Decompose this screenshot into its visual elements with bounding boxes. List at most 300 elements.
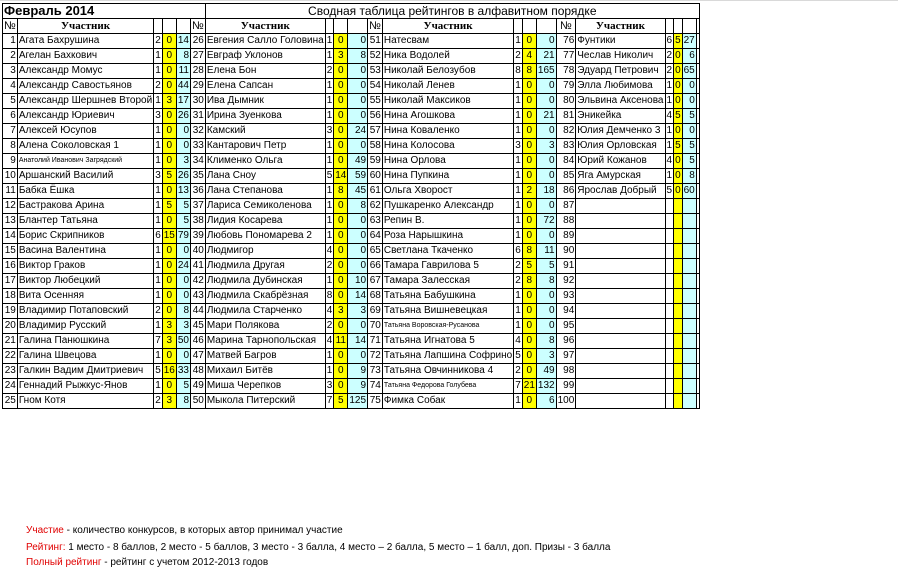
rating-2013[interactable]: 0 xyxy=(334,289,348,304)
full-rating[interactable]: 0 xyxy=(348,34,368,49)
rating-2013[interactable]: 0 xyxy=(522,304,536,319)
spare-cell[interactable] xyxy=(696,94,699,109)
rating-2013[interactable]: 0 xyxy=(522,34,536,49)
full-rating[interactable]: 0 xyxy=(348,214,368,229)
rating-2013[interactable] xyxy=(674,244,683,259)
participation-count[interactable]: 2 xyxy=(514,49,523,64)
full-rating[interactable]: 0 xyxy=(682,94,696,109)
rating-2013[interactable]: 0 xyxy=(334,229,348,244)
rating-2013[interactable]: 0 xyxy=(162,274,176,289)
participation-count[interactable] xyxy=(665,379,674,394)
participant-name[interactable]: Клименко Ольга xyxy=(205,154,325,169)
participation-count[interactable]: 4 xyxy=(325,334,334,349)
full-rating[interactable]: 59 xyxy=(348,169,368,184)
participant-name[interactable]: Яга Амурская xyxy=(576,169,665,184)
participant-name[interactable]: Эникейка xyxy=(576,109,665,124)
header-rating2013[interactable] xyxy=(162,19,176,34)
row-number[interactable]: 49 xyxy=(191,379,206,394)
participant-name[interactable]: Эдуард Петрович xyxy=(576,64,665,79)
full-rating[interactable]: 26 xyxy=(176,109,190,124)
participant-name[interactable]: Людмила Скабрёзная xyxy=(205,289,325,304)
rating-2013[interactable]: 5 xyxy=(334,394,348,409)
row-number[interactable]: 8 xyxy=(3,139,18,154)
participant-name[interactable]: Ива Дымник xyxy=(205,94,325,109)
row-number[interactable]: 71 xyxy=(368,334,383,349)
rating-2013[interactable]: 0 xyxy=(162,64,176,79)
participant-name[interactable] xyxy=(576,214,665,229)
rating-2013[interactable]: 0 xyxy=(522,109,536,124)
row-number[interactable]: 62 xyxy=(368,199,383,214)
row-number[interactable]: 10 xyxy=(3,169,18,184)
participant-name[interactable] xyxy=(576,394,665,409)
full-rating[interactable]: 0 xyxy=(682,124,696,139)
rating-2013[interactable]: 8 xyxy=(522,274,536,289)
participation-count[interactable]: 1 xyxy=(325,364,334,379)
participant-name[interactable]: Елена Бон xyxy=(205,64,325,79)
participation-count[interactable]: 1 xyxy=(514,79,523,94)
participant-name[interactable] xyxy=(576,259,665,274)
participation-count[interactable]: 1 xyxy=(514,199,523,214)
full-rating[interactable]: 132 xyxy=(536,379,556,394)
full-rating[interactable] xyxy=(682,364,696,379)
participation-count[interactable]: 1 xyxy=(325,184,334,199)
participation-count[interactable] xyxy=(665,259,674,274)
spare-cell[interactable] xyxy=(696,154,699,169)
row-number[interactable]: 26 xyxy=(191,34,206,49)
full-rating[interactable]: 21 xyxy=(536,49,556,64)
full-rating[interactable]: 13 xyxy=(176,184,190,199)
participant-name[interactable]: Людмила Старченко xyxy=(205,304,325,319)
rating-2013[interactable]: 0 xyxy=(162,244,176,259)
full-rating[interactable]: 11 xyxy=(176,64,190,79)
full-rating[interactable]: 0 xyxy=(348,64,368,79)
rating-2013[interactable]: 0 xyxy=(334,94,348,109)
row-number[interactable]: 22 xyxy=(3,349,18,364)
full-rating[interactable]: 0 xyxy=(536,199,556,214)
row-number[interactable]: 4 xyxy=(3,79,18,94)
rating-2013[interactable]: 0 xyxy=(522,154,536,169)
participation-count[interactable]: 1 xyxy=(514,154,523,169)
rating-2013[interactable]: 0 xyxy=(674,94,683,109)
participant-name[interactable]: Васина Валентина xyxy=(17,244,153,259)
header-participant[interactable]: Участник xyxy=(576,19,665,34)
full-rating[interactable]: 72 xyxy=(536,214,556,229)
row-number[interactable]: 13 xyxy=(3,214,18,229)
participation-count[interactable]: 1 xyxy=(514,304,523,319)
row-number[interactable]: 35 xyxy=(191,169,206,184)
rating-2013[interactable]: 3 xyxy=(162,334,176,349)
rating-2013[interactable] xyxy=(674,229,683,244)
participant-name[interactable]: Татьяна Лапшина Софрино xyxy=(382,349,513,364)
rating-2013[interactable]: 0 xyxy=(334,79,348,94)
participation-count[interactable]: 1 xyxy=(325,349,334,364)
row-number[interactable]: 33 xyxy=(191,139,206,154)
rating-2013[interactable]: 0 xyxy=(522,94,536,109)
participant-name[interactable]: Фимка Собак xyxy=(382,394,513,409)
participation-count[interactable]: 6 xyxy=(154,229,163,244)
rating-2013[interactable]: 0 xyxy=(162,154,176,169)
full-rating[interactable]: 65 xyxy=(682,64,696,79)
full-rating[interactable]: 45 xyxy=(348,184,368,199)
full-rating[interactable] xyxy=(682,244,696,259)
participant-name[interactable]: Юрий Кожанов xyxy=(576,154,665,169)
full-rating[interactable]: 8 xyxy=(176,394,190,409)
participant-name[interactable]: Нина Орлова xyxy=(382,154,513,169)
participation-count[interactable]: 1 xyxy=(325,94,334,109)
participation-count[interactable]: 1 xyxy=(325,199,334,214)
participant-name[interactable]: Александр Момус xyxy=(17,64,153,79)
full-rating[interactable]: 9 xyxy=(348,379,368,394)
rating-2013[interactable] xyxy=(674,334,683,349)
full-rating[interactable]: 0 xyxy=(536,94,556,109)
rating-2013[interactable]: 0 xyxy=(162,109,176,124)
participation-count[interactable]: 1 xyxy=(325,229,334,244)
participant-name[interactable]: Тамара Залесская xyxy=(382,274,513,289)
participant-name[interactable]: Геннадий Рыжкус-Янов xyxy=(17,379,153,394)
rating-2013[interactable]: 0 xyxy=(522,199,536,214)
row-number[interactable]: 58 xyxy=(368,139,383,154)
row-number[interactable]: 88 xyxy=(556,214,576,229)
row-number[interactable]: 16 xyxy=(3,259,18,274)
row-number[interactable]: 41 xyxy=(191,259,206,274)
participation-count[interactable]: 2 xyxy=(154,394,163,409)
row-number[interactable]: 85 xyxy=(556,169,576,184)
full-rating[interactable]: 5 xyxy=(176,199,190,214)
participant-name[interactable] xyxy=(576,364,665,379)
full-rating[interactable]: 8 xyxy=(536,334,556,349)
full-rating[interactable]: 26 xyxy=(176,169,190,184)
full-rating[interactable]: 14 xyxy=(348,289,368,304)
participation-count[interactable]: 5 xyxy=(325,169,334,184)
participation-count[interactable]: 1 xyxy=(154,379,163,394)
spare-cell[interactable] xyxy=(696,334,699,349)
full-rating[interactable] xyxy=(682,289,696,304)
participation-count[interactable]: 3 xyxy=(154,109,163,124)
participation-count[interactable]: 2 xyxy=(514,259,523,274)
participation-count[interactable]: 1 xyxy=(154,244,163,259)
participation-count[interactable]: 2 xyxy=(665,64,674,79)
participation-count[interactable]: 7 xyxy=(514,379,523,394)
full-rating[interactable]: 0 xyxy=(682,79,696,94)
rating-2013[interactable]: 0 xyxy=(162,49,176,64)
header-participation[interactable] xyxy=(514,19,523,34)
row-number[interactable]: 69 xyxy=(368,304,383,319)
full-rating[interactable]: 125 xyxy=(348,394,368,409)
rating-2013[interactable] xyxy=(674,274,683,289)
participant-name[interactable]: Эльвина Аксенова xyxy=(576,94,665,109)
full-rating[interactable]: 0 xyxy=(348,109,368,124)
rating-2013[interactable]: 0 xyxy=(162,259,176,274)
full-rating[interactable] xyxy=(682,334,696,349)
participation-count[interactable]: 3 xyxy=(325,379,334,394)
participant-name[interactable]: Елена Сапсан xyxy=(205,79,325,94)
participation-count[interactable]: 4 xyxy=(514,334,523,349)
row-number[interactable]: 78 xyxy=(556,64,576,79)
rating-2013[interactable]: 0 xyxy=(522,124,536,139)
rating-2013[interactable]: 0 xyxy=(334,124,348,139)
rating-2013[interactable]: 0 xyxy=(522,364,536,379)
full-rating[interactable]: 0 xyxy=(536,289,556,304)
participant-name[interactable]: Нина Коваленко xyxy=(382,124,513,139)
full-rating[interactable]: 79 xyxy=(176,229,190,244)
row-number[interactable]: 99 xyxy=(556,379,576,394)
participant-name[interactable]: Николай Ленев xyxy=(382,79,513,94)
participation-count[interactable] xyxy=(665,289,674,304)
spare-cell[interactable] xyxy=(696,289,699,304)
row-number[interactable]: 15 xyxy=(3,244,18,259)
header-full-rating[interactable] xyxy=(176,19,190,34)
row-number[interactable]: 20 xyxy=(3,319,18,334)
row-number[interactable]: 47 xyxy=(191,349,206,364)
row-number[interactable]: 82 xyxy=(556,124,576,139)
participant-name[interactable]: Марина Тарнопольская xyxy=(205,334,325,349)
participation-count[interactable]: 2 xyxy=(514,364,523,379)
row-number[interactable]: 32 xyxy=(191,124,206,139)
full-rating[interactable]: 0 xyxy=(176,124,190,139)
rating-2013[interactable] xyxy=(674,199,683,214)
row-number[interactable]: 93 xyxy=(556,289,576,304)
participation-count[interactable]: 1 xyxy=(514,184,523,199)
participant-name[interactable]: Татьяна Овчинникова 4 xyxy=(382,364,513,379)
row-number[interactable]: 9 xyxy=(3,154,18,169)
participant-name[interactable]: Аршанский Василий xyxy=(17,169,153,184)
participant-name[interactable]: Лидия Косарева xyxy=(205,214,325,229)
row-number[interactable]: 44 xyxy=(191,304,206,319)
table-title[interactable]: Сводная таблица рейтингов в алфавитном порядке xyxy=(205,4,699,19)
row-number[interactable]: 100 xyxy=(556,394,576,409)
row-number[interactable]: 76 xyxy=(556,34,576,49)
participation-count[interactable]: 1 xyxy=(154,139,163,154)
participation-count[interactable]: 1 xyxy=(514,94,523,109)
participation-count[interactable]: 2 xyxy=(325,64,334,79)
spare-cell[interactable] xyxy=(696,304,699,319)
row-number[interactable]: 86 xyxy=(556,184,576,199)
header-no[interactable]: № xyxy=(192,20,204,32)
participant-name[interactable]: Людмила Дубинская xyxy=(205,274,325,289)
participation-count[interactable]: 4 xyxy=(665,109,674,124)
row-number[interactable]: 57 xyxy=(368,124,383,139)
participation-count[interactable]: 1 xyxy=(154,154,163,169)
rating-2013[interactable] xyxy=(674,214,683,229)
participant-name[interactable]: Светлана Ткаченко xyxy=(382,244,513,259)
participation-count[interactable]: 1 xyxy=(514,394,523,409)
row-number[interactable]: 65 xyxy=(368,244,383,259)
header-no[interactable]: № xyxy=(369,20,381,32)
participant-name[interactable]: Агата Бахрушина xyxy=(17,34,153,49)
rating-2013[interactable] xyxy=(674,394,683,409)
full-rating[interactable]: 0 xyxy=(536,319,556,334)
rating-2013[interactable]: 3 xyxy=(334,49,348,64)
participation-count[interactable]: 5 xyxy=(514,349,523,364)
full-rating[interactable] xyxy=(682,229,696,244)
participation-count[interactable]: 1 xyxy=(514,34,523,49)
header-rating2013[interactable] xyxy=(334,19,348,34)
participant-name[interactable]: Ярослав Добрый xyxy=(576,184,665,199)
row-number[interactable]: 66 xyxy=(368,259,383,274)
full-rating[interactable]: 0 xyxy=(536,79,556,94)
rating-2013[interactable]: 3 xyxy=(334,304,348,319)
row-number[interactable]: 28 xyxy=(191,64,206,79)
rating-2013[interactable] xyxy=(674,379,683,394)
full-rating[interactable]: 6 xyxy=(682,49,696,64)
row-number[interactable]: 51 xyxy=(368,34,383,49)
participation-count[interactable]: 5 xyxy=(665,184,674,199)
participant-name[interactable]: Роза Нарышкина xyxy=(382,229,513,244)
participation-count[interactable] xyxy=(665,244,674,259)
row-number[interactable]: 92 xyxy=(556,274,576,289)
participant-name[interactable]: Людмила Другая xyxy=(205,259,325,274)
participant-name[interactable]: Лана Степанова xyxy=(205,184,325,199)
row-number[interactable]: 25 xyxy=(3,394,18,409)
rating-2013[interactable]: 0 xyxy=(674,64,683,79)
full-rating[interactable]: 0 xyxy=(348,349,368,364)
rating-2013[interactable]: 0 xyxy=(334,64,348,79)
participant-name[interactable] xyxy=(576,274,665,289)
participant-name[interactable]: Камский xyxy=(205,124,325,139)
rating-2013[interactable] xyxy=(674,349,683,364)
spare-cell[interactable] xyxy=(696,124,699,139)
full-rating[interactable]: 0 xyxy=(348,94,368,109)
full-rating[interactable]: 50 xyxy=(176,334,190,349)
participation-count[interactable]: 1 xyxy=(154,289,163,304)
participant-name[interactable]: Бабка Ёшка xyxy=(17,184,153,199)
rating-2013[interactable]: 0 xyxy=(162,124,176,139)
row-number[interactable]: 18 xyxy=(3,289,18,304)
rating-2013[interactable] xyxy=(674,304,683,319)
rating-2013[interactable]: 0 xyxy=(162,184,176,199)
participation-count[interactable]: 7 xyxy=(325,394,334,409)
row-number[interactable]: 45 xyxy=(191,319,206,334)
participation-count[interactable]: 1 xyxy=(154,124,163,139)
participation-count[interactable]: 1 xyxy=(665,169,674,184)
participant-name[interactable]: Анатолий Иванович Загрядский xyxy=(17,154,153,169)
full-rating[interactable]: 5 xyxy=(176,214,190,229)
participant-name[interactable] xyxy=(576,379,665,394)
participant-name[interactable]: Репин В. xyxy=(382,214,513,229)
row-number[interactable]: 55 xyxy=(368,94,383,109)
participation-count[interactable]: 1 xyxy=(154,94,163,109)
participant-name[interactable] xyxy=(576,199,665,214)
full-rating[interactable]: 5 xyxy=(536,259,556,274)
participation-count[interactable]: 1 xyxy=(665,94,674,109)
participation-count[interactable]: 1 xyxy=(154,64,163,79)
rating-2013[interactable]: 8 xyxy=(522,64,536,79)
header-participant[interactable]: Участник xyxy=(382,19,513,34)
full-rating[interactable]: 0 xyxy=(176,289,190,304)
rating-2013[interactable]: 0 xyxy=(674,124,683,139)
participant-name[interactable]: Бастракова Арина xyxy=(17,199,153,214)
row-number[interactable]: 7 xyxy=(3,124,18,139)
spare-cell[interactable] xyxy=(696,184,699,199)
row-number[interactable]: 53 xyxy=(368,64,383,79)
participant-name[interactable]: Гном Котя xyxy=(17,394,153,409)
full-rating[interactable]: 8 xyxy=(682,169,696,184)
participation-count[interactable]: 1 xyxy=(514,109,523,124)
participant-name[interactable]: Мари Полякова xyxy=(205,319,325,334)
rating-2013[interactable]: 0 xyxy=(522,394,536,409)
row-number[interactable]: 17 xyxy=(3,274,18,289)
participation-count[interactable]: 1 xyxy=(154,184,163,199)
row-number[interactable]: 60 xyxy=(368,169,383,184)
participation-count[interactable]: 1 xyxy=(154,214,163,229)
participant-name[interactable]: Юлия Демченко 3 xyxy=(576,124,665,139)
rating-2013[interactable]: 0 xyxy=(162,214,176,229)
participation-count[interactable]: 1 xyxy=(514,319,523,334)
full-rating[interactable]: 165 xyxy=(536,64,556,79)
full-rating[interactable]: 0 xyxy=(176,244,190,259)
row-number[interactable]: 23 xyxy=(3,364,18,379)
row-number[interactable]: 5 xyxy=(3,94,18,109)
spare-cell[interactable] xyxy=(696,379,699,394)
full-rating[interactable]: 8 xyxy=(176,49,190,64)
row-number[interactable]: 61 xyxy=(368,184,383,199)
row-number[interactable]: 63 xyxy=(368,214,383,229)
full-rating[interactable]: 5 xyxy=(682,109,696,124)
participant-name[interactable]: Кантарович Петр xyxy=(205,139,325,154)
row-number[interactable]: 87 xyxy=(556,199,576,214)
participation-count[interactable]: 2 xyxy=(665,49,674,64)
row-number[interactable]: 46 xyxy=(191,334,206,349)
participation-count[interactable]: 1 xyxy=(325,154,334,169)
participant-name[interactable]: Агелан Бахкович xyxy=(17,49,153,64)
participation-count[interactable]: 1 xyxy=(514,124,523,139)
full-rating[interactable]: 3 xyxy=(176,154,190,169)
participation-count[interactable]: 1 xyxy=(154,199,163,214)
participation-count[interactable]: 2 xyxy=(154,304,163,319)
rating-2013[interactable]: 8 xyxy=(522,244,536,259)
participant-name[interactable]: Юлия Орловская xyxy=(576,139,665,154)
participation-count[interactable]: 1 xyxy=(325,139,334,154)
row-number[interactable]: 50 xyxy=(191,394,206,409)
participant-name[interactable]: Алексей Юсупов xyxy=(17,124,153,139)
header-no[interactable]: № xyxy=(4,20,16,32)
header-full-rating[interactable] xyxy=(536,19,556,34)
participant-name[interactable] xyxy=(576,289,665,304)
participant-name[interactable]: Виктор Любецкий xyxy=(17,274,153,289)
participant-name[interactable] xyxy=(576,244,665,259)
full-rating[interactable] xyxy=(682,274,696,289)
spare-cell[interactable] xyxy=(696,229,699,244)
rating-2013[interactable]: 0 xyxy=(674,49,683,64)
participation-count[interactable]: 1 xyxy=(325,214,334,229)
rating-2013[interactable] xyxy=(674,259,683,274)
participation-count[interactable]: 1 xyxy=(325,79,334,94)
participation-count[interactable]: 2 xyxy=(514,274,523,289)
spare-cell[interactable] xyxy=(696,214,699,229)
rating-2013[interactable]: 0 xyxy=(334,364,348,379)
participant-name[interactable]: Николай Максиков xyxy=(382,94,513,109)
rating-2013[interactable]: 0 xyxy=(334,199,348,214)
rating-2013[interactable]: 0 xyxy=(522,349,536,364)
rating-2013[interactable]: 0 xyxy=(162,79,176,94)
row-number[interactable]: 12 xyxy=(3,199,18,214)
row-number[interactable]: 64 xyxy=(368,229,383,244)
full-rating[interactable]: 21 xyxy=(536,109,556,124)
rating-2013[interactable] xyxy=(674,289,683,304)
participation-count[interactable]: 3 xyxy=(514,139,523,154)
full-rating[interactable]: 0 xyxy=(536,304,556,319)
rating-2013[interactable]: 0 xyxy=(334,109,348,124)
full-rating[interactable]: 0 xyxy=(348,319,368,334)
participation-count[interactable]: 7 xyxy=(154,334,163,349)
row-number[interactable]: 91 xyxy=(556,259,576,274)
rating-2013[interactable]: 21 xyxy=(522,379,536,394)
rating-2013[interactable]: 5 xyxy=(674,109,683,124)
row-number[interactable]: 34 xyxy=(191,154,206,169)
row-number[interactable]: 24 xyxy=(3,379,18,394)
header-full-rating[interactable] xyxy=(348,19,368,34)
participant-name[interactable]: Матвей Багров xyxy=(205,349,325,364)
